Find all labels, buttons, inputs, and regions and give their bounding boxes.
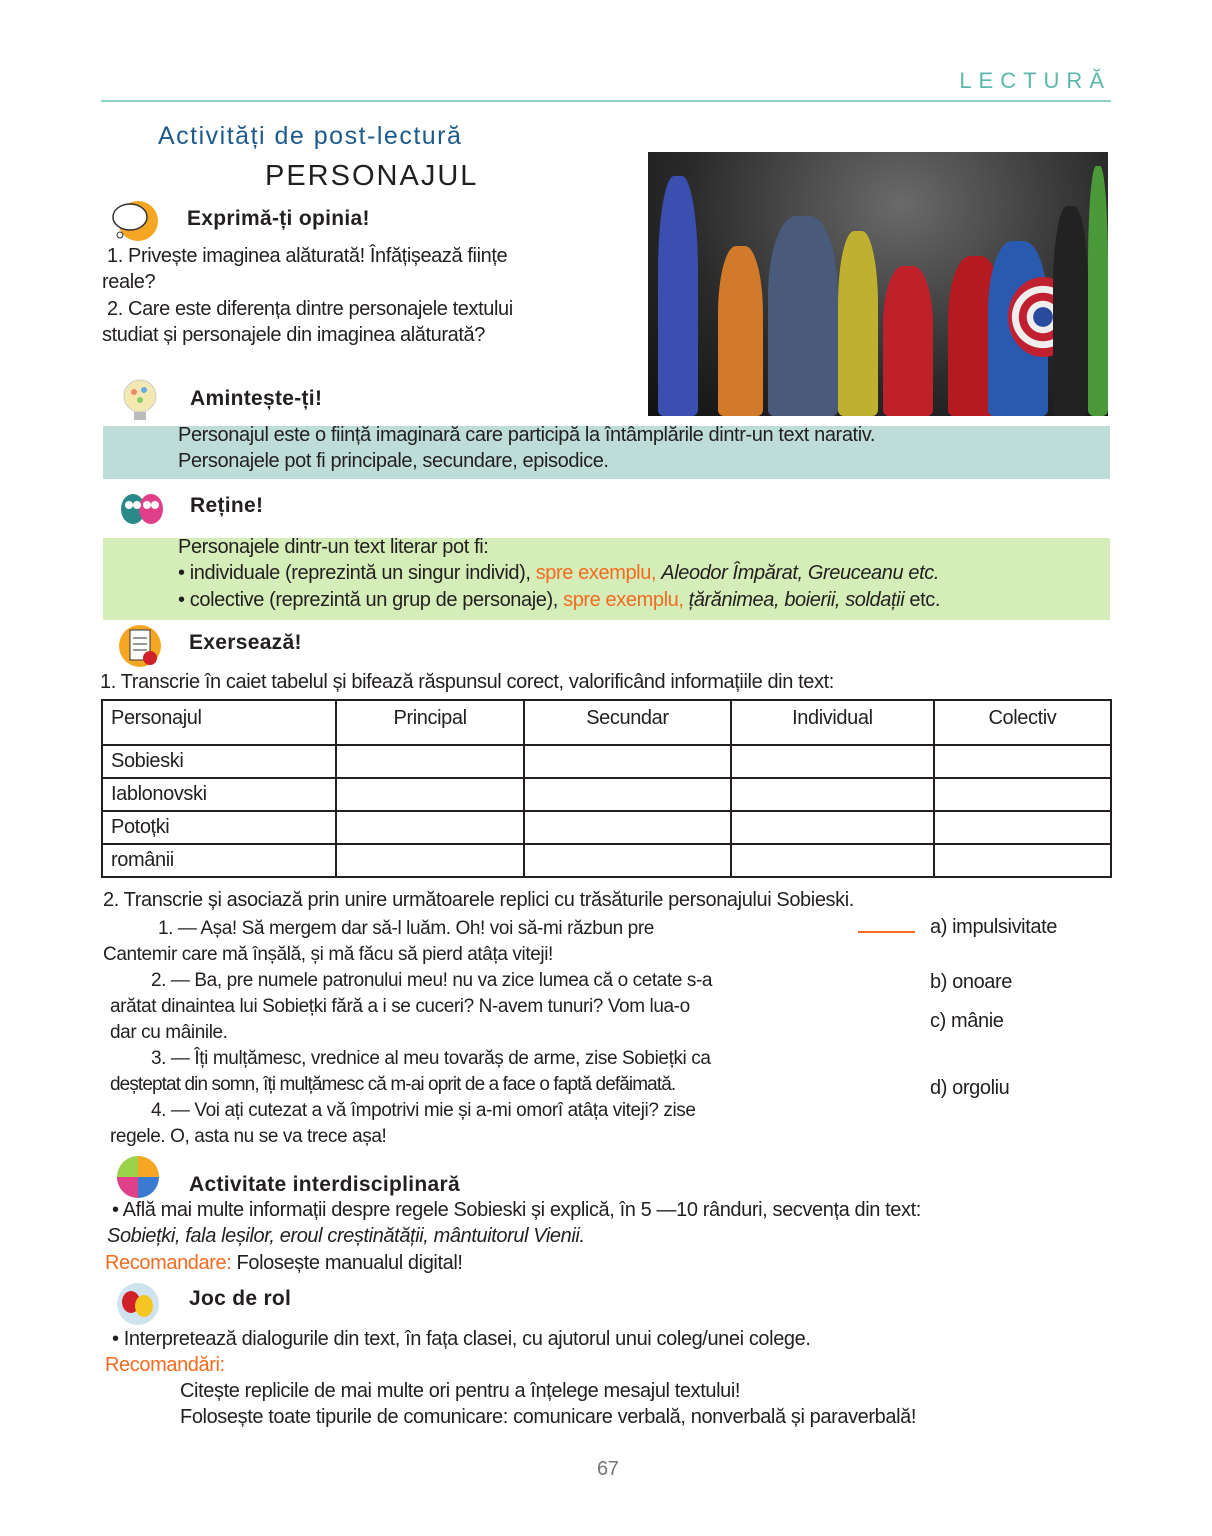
row-label: românii xyxy=(102,844,336,877)
table-cell xyxy=(336,745,524,778)
table-cell xyxy=(731,811,934,844)
table-cell xyxy=(731,844,934,877)
opinion-line: studiat și personajele din imaginea alăturată? xyxy=(102,324,485,346)
column-header: Personajul xyxy=(102,700,336,745)
quote-line: deșteptat din somn, îți mulțămesc că m-ai oprit de a face o faptă defăimată. xyxy=(110,1074,676,1095)
row-label: Potoțki xyxy=(102,811,336,844)
table-header-row xyxy=(102,700,1111,745)
quote-line: dar cu mâinile. xyxy=(110,1022,228,1043)
interdisciplinary-heading: Activitate interdisciplinară xyxy=(189,1173,460,1196)
row-label: Iablonovski xyxy=(102,778,336,811)
page-number: 67 xyxy=(597,1458,619,1480)
table-cell xyxy=(934,745,1111,778)
table-cell xyxy=(934,811,1111,844)
role-play-recommendation: Citește replicile de mai multe ori pentru a înțelege mesajul textului! xyxy=(180,1380,741,1402)
quote-line: 2. — Ba, pre numele patronului meu! nu va zice lumea că o cetate s-a xyxy=(151,970,713,991)
retain-bullet-collective: • colective (reprezintă un grup de personaje), spre exemplu, țărănimea, boierii, soldații etc. xyxy=(178,589,941,611)
role-play-task: • Interpretează dialogurile din text, în fața clasei, cu ajutorul unui coleg/unei colege. xyxy=(112,1328,811,1350)
retain-bullet-individual: • individuale (reprezintă un singur individ), spre exemplu, Aleodor Împărat, Greuceanu etc. xyxy=(178,562,940,584)
owls-icon xyxy=(118,485,168,535)
lightbulb-icon xyxy=(118,376,168,426)
role-play-recommendation: Folosește toate tipurile de comunicare: comunicare verbală, nonverbală și paraverbală! xyxy=(180,1406,917,1428)
row-label: Sobieski xyxy=(102,745,336,778)
remember-box xyxy=(103,426,1110,479)
retain-box xyxy=(103,538,1110,620)
opinion-heading: Exprimă-ți opinia! xyxy=(187,207,370,230)
table-row xyxy=(102,844,1111,877)
table-row xyxy=(102,811,1111,844)
table-cell xyxy=(336,844,524,877)
remember-line: Personajul este o ființă imaginară care participă la întâmplările dintr-un text narativ. xyxy=(178,424,876,446)
quote-line: 1. — Așa! Să mergem dar să-l luăm. Oh! voi să-mi răzbun pre xyxy=(158,918,654,939)
retain-intro: Personajele dintr-un text literar pot fi: xyxy=(178,536,489,558)
quote-line: regele. O, asta nu se va trece așa! xyxy=(110,1126,387,1147)
quote-line: 4. — Voi ați cutezat a vă împotrivi mie și a-mi omorî atâța viteji? zise xyxy=(151,1100,696,1121)
table-row xyxy=(102,778,1111,811)
table-cell xyxy=(934,778,1111,811)
table-cell xyxy=(731,778,934,811)
thought-cloud-icon xyxy=(108,195,158,245)
table-cell xyxy=(524,745,731,778)
header-rule xyxy=(101,100,1111,102)
character-table xyxy=(101,699,1112,878)
table-cell xyxy=(524,844,731,877)
page-subtitle: PERSONAJUL xyxy=(265,160,479,192)
quote-line: Cantemir care mă înșălă, și mă făcu să pierd atâța viteji! xyxy=(103,944,553,965)
remember-line: Personajele pot fi principale, secundare, episodice. xyxy=(178,450,609,472)
theater-masks-icon xyxy=(114,1280,164,1330)
trait-option: b) onoare xyxy=(930,971,1013,993)
connector-line xyxy=(858,931,915,933)
colorful-ball-icon xyxy=(114,1153,164,1203)
opinion-line: 1. Privește imaginea alăturată! Înfățișează ființe xyxy=(107,245,508,267)
column-header: Secundar xyxy=(524,700,731,745)
column-header: Individual xyxy=(731,700,934,745)
clipboard-icon xyxy=(118,622,168,672)
role-play-heading: Joc de rol xyxy=(189,1287,292,1310)
table-cell xyxy=(731,745,934,778)
remember-heading: Amintește-ți! xyxy=(190,387,323,410)
trait-option: a) impulsivitate xyxy=(930,916,1057,938)
page-title: Activități de post-lectură xyxy=(158,122,463,150)
interdisciplinary-task: • Află mai multe informații despre regele Sobieski și explică, în 5 —10 rânduri, secvența din text: xyxy=(112,1199,921,1221)
table-cell xyxy=(524,811,731,844)
quote-line: arătat dinaintea lui Sobiețki fără a i se cuceri? N-avem tunuri? Vom lua-o xyxy=(110,996,690,1017)
column-header: Principal xyxy=(336,700,524,745)
exercise-heading: Exersează! xyxy=(189,631,302,654)
exercise-task-1: 1. Transcrie în caiet tabelul și bifează răspunsul corect, valorificând informațiile din text: xyxy=(100,671,834,693)
table-cell xyxy=(336,778,524,811)
interdisciplinary-recommendation: Recomandare: Folosește manualul digital! xyxy=(105,1252,463,1274)
interdisciplinary-quote: Sobiețki, fala leșilor, eroul creștinătății, mântuitorul Vienii. xyxy=(107,1225,585,1247)
opinion-line: reale? xyxy=(102,271,156,293)
trait-option: d) orgoliu xyxy=(930,1077,1010,1099)
retain-heading: Reține! xyxy=(190,494,264,517)
section-header: LECTURĂ xyxy=(959,68,1111,93)
trait-option: c) mânie xyxy=(930,1010,1004,1032)
table-cell xyxy=(524,778,731,811)
opinion-line: 2. Care este diferența dintre personajele textului xyxy=(107,298,513,320)
column-header: Colectiv xyxy=(934,700,1111,745)
quote-line: 3. — Îți mulțămesc, vrednice al meu tovarăș de arme, zise Sobiețki ca xyxy=(151,1048,711,1069)
role-play-recommendations-label: Recomandări: xyxy=(105,1354,225,1376)
table-cell xyxy=(336,811,524,844)
superhero-figures-photo xyxy=(648,152,1108,416)
table-cell xyxy=(934,844,1111,877)
table-row xyxy=(102,745,1111,778)
exercise-task-2: 2. Transcrie și asociază prin unire următoarele replici cu trăsăturile personajului Sobieski. xyxy=(103,889,854,911)
